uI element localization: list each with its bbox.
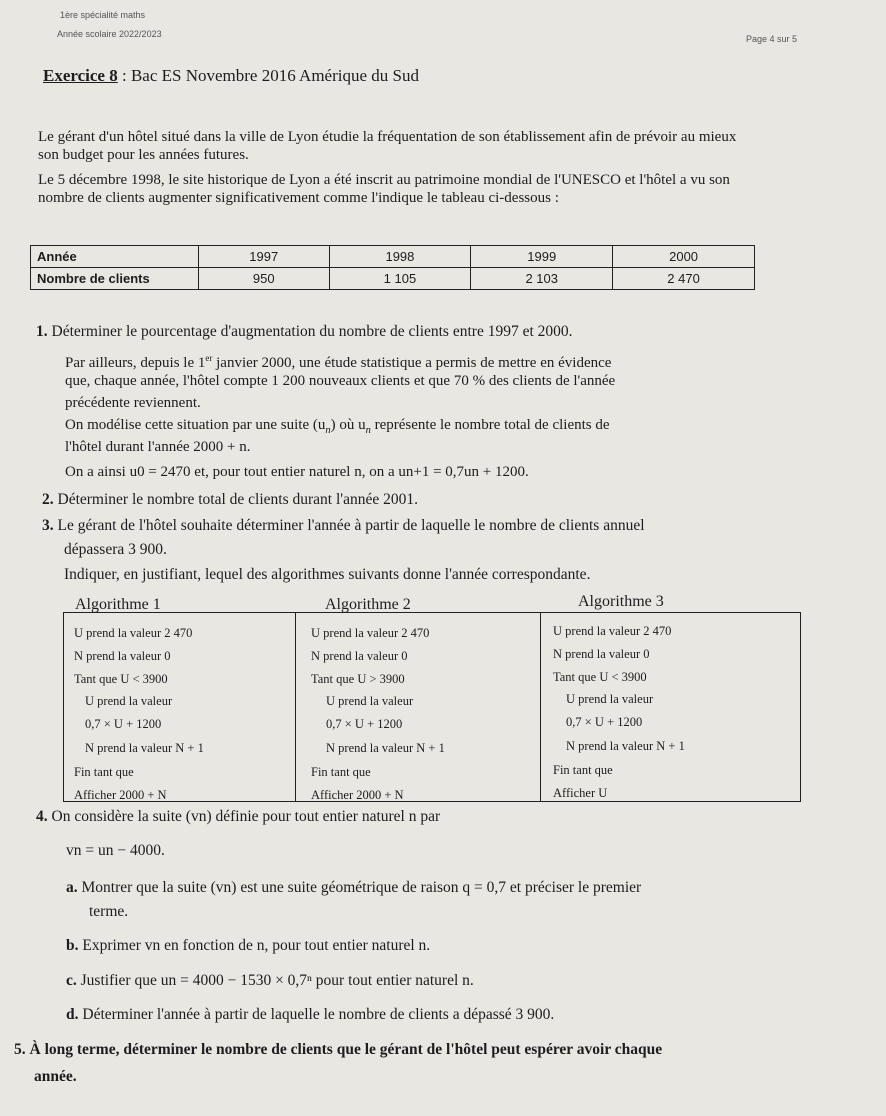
table-row-clients: [31, 268, 755, 290]
table-row-years: [31, 246, 755, 268]
algo-2-line: Afficher 2000 + N: [311, 788, 404, 802]
context-line-3: précédente reviennent.: [65, 395, 201, 411]
table-cell: 2 103: [471, 268, 613, 290]
algo-3-line: Afficher U: [553, 786, 608, 800]
algo-3-line: 0,7 × U + 1200: [566, 715, 643, 729]
question-text: Déterminer le pourcentage d'augmentation du nombre de clients entre 1997 et 2000.: [51, 323, 573, 340]
question-3-line-3: Indiquer, en justifiant, lequel des algorithmes suivants donne l'année correspondante.: [64, 566, 591, 583]
intro-paragraph-1: Le gérant d'un hôtel situé dans la ville de Lyon étudie la fréquentation de son établissement afin de prévoir au mieux son budget pour les années futures.: [38, 129, 737, 163]
table-cell: 2 470: [613, 268, 755, 290]
algo-1-line: N prend la valeur 0: [74, 649, 171, 663]
intro-paragraph-2: Le 5 décembre 1998, le site historique de Lyon a été inscrit au patrimoine mondial de l'UNESCO et l'hôtel a vu son nombre de clients augmenter significativement comme l'indique le tableau ci-dessous :: [38, 172, 730, 206]
algo-2-line: U prend la valeur: [326, 694, 414, 708]
question-number: 2.: [42, 491, 54, 508]
context-text: On modélise cette situation par une suite (u: [65, 417, 326, 433]
subquestion-label: a.: [66, 879, 78, 896]
algo-1-line: U prend la valeur: [85, 694, 173, 708]
question-4: [36, 808, 440, 826]
algo-3-line: U prend la valeur 2 470: [553, 624, 672, 638]
question-3-line-2: dépassera 3 900.: [64, 541, 167, 558]
table-cell: 2000: [613, 246, 755, 268]
question-4d: [66, 1006, 554, 1024]
context-line-4: On modélise cette situation par une suite $(u_n)$ où $u_n$ représente le nombre total de clients de: [65, 417, 610, 436]
algorithm-2-title: Algorithme 2: [325, 596, 411, 613]
question-number: 1.: [36, 323, 48, 340]
subquestion-label: c.: [66, 972, 77, 989]
question-number: 4.: [36, 808, 48, 825]
subquestion-label: d.: [66, 1006, 79, 1023]
table-cell: 1 105: [329, 268, 471, 290]
question-3: [42, 517, 645, 535]
context-text: ) où u: [330, 417, 366, 433]
question-text: Le gérant de l'hôtel souhaite déterminer l'année à partir de laquelle le nombre de clients annuel: [57, 517, 645, 534]
exercise-title: [43, 66, 419, 86]
algo-3-line: Tant que U < 3900: [553, 670, 647, 684]
question-4b: [66, 937, 430, 955]
subquestion-text: Justifier que un = 4000 − 1530 × 0,7ⁿ pour tout entier naturel n.: [80, 972, 474, 989]
algo-3-line: Fin tant que: [553, 763, 613, 777]
table-cell: 1997: [199, 246, 330, 268]
context-line-2: que, chaque année, l'hôtel compte 1 200 nouveaux clients et que 70 % des clients de l'année: [65, 373, 616, 389]
context-line-5: l'hôtel durant l'année 2000 + n.: [65, 439, 251, 455]
class-line: 1ère spécialité maths: [60, 10, 146, 20]
algorithm-3-title: Algorithme 3: [578, 593, 664, 610]
algorithm-divider: [295, 612, 296, 802]
algo-3-line: N prend la valeur N + 1: [566, 739, 685, 753]
subquestion-text: Exprimer vn en fonction de n, pour tout entier naturel n.: [82, 937, 431, 954]
algo-3-line: N prend la valeur 0: [553, 647, 650, 661]
school-year: Année scolaire 2022/2023: [57, 29, 162, 39]
subquestion-text: Déterminer l'année à partir de laquelle le nombre de clients a dépassé 3 900.: [82, 1006, 555, 1023]
algo-2-line: Tant que U > 3900: [311, 672, 405, 686]
table-header-clients: Nombre de clients: [31, 268, 199, 290]
question-2: [42, 491, 418, 509]
recurrence-relation: On a ainsi u0 = 2470 et, pour tout entier naturel n, on a un+1 = 0,7un + 1200.: [65, 464, 529, 480]
algo-2-line: N prend la valeur N + 1: [326, 741, 445, 755]
algo-1-line: Afficher 2000 + N: [74, 788, 167, 802]
exercise-subtitle: : Bac ES Novembre 2016 Amérique du Sud: [117, 66, 419, 85]
context-text: représente le nombre total de clients de: [370, 417, 610, 433]
context-text: Par ailleurs, depuis le 1: [65, 355, 206, 371]
context-line-1: [65, 349, 611, 372]
question-4-formula: vn = un − 4000.: [66, 842, 165, 859]
algorithm-1-title: Algorithme 1: [75, 596, 161, 613]
table-header-year: Année: [31, 246, 199, 268]
question-4a-line-2: terme.: [89, 903, 129, 920]
algo-1-line: Fin tant que: [74, 765, 134, 779]
question-5: [14, 1041, 662, 1059]
question-4a: [66, 879, 641, 897]
clients-table: [30, 245, 755, 290]
question-1: [36, 323, 573, 341]
table-cell: 1999: [471, 246, 613, 268]
table-cell: 950: [199, 268, 330, 290]
algo-2-line: N prend la valeur 0: [311, 649, 408, 663]
question-number: 5.: [14, 1041, 26, 1058]
question-5-line-2: année.: [34, 1068, 77, 1085]
algo-2-line: Fin tant que: [311, 765, 371, 779]
algo-2-line: 0,7 × U + 1200: [326, 717, 403, 731]
context-text: janvier 2000, une étude statistique a permis de mettre en évidence: [212, 355, 612, 371]
algo-1-line: U prend la valeur 2 470: [74, 626, 193, 640]
question-4c: [66, 972, 474, 990]
algo-3-line: U prend la valeur: [566, 692, 654, 706]
page-number: Page 4 sur 5: [746, 34, 798, 44]
question-text: On considère la suite (vn) définie pour tout entier naturel n par: [51, 808, 441, 825]
table-cell: 1998: [329, 246, 471, 268]
algorithm-divider: [540, 612, 541, 802]
subquestion-label: b.: [66, 937, 79, 954]
question-text: Déterminer le nombre total de clients durant l'année 2001.: [57, 491, 418, 508]
exercise-label: Exercice 8: [43, 66, 118, 85]
subquestion-text: Montrer que la suite (vn) est une suite géométrique de raison q = 0,7 et préciser le premier: [81, 879, 642, 896]
algo-1-line: Tant que U < 3900: [74, 672, 168, 686]
superscript: er: [205, 353, 213, 363]
algo-1-line: 0,7 × U + 1200: [85, 717, 162, 731]
question-text: À long terme, déterminer le nombre de clients que le gérant de l'hôtel peut espérer avoir chaque: [29, 1041, 663, 1058]
algo-2-line: U prend la valeur 2 470: [311, 626, 430, 640]
algo-1-line: N prend la valeur N + 1: [85, 741, 204, 755]
question-number: 3.: [42, 517, 54, 534]
